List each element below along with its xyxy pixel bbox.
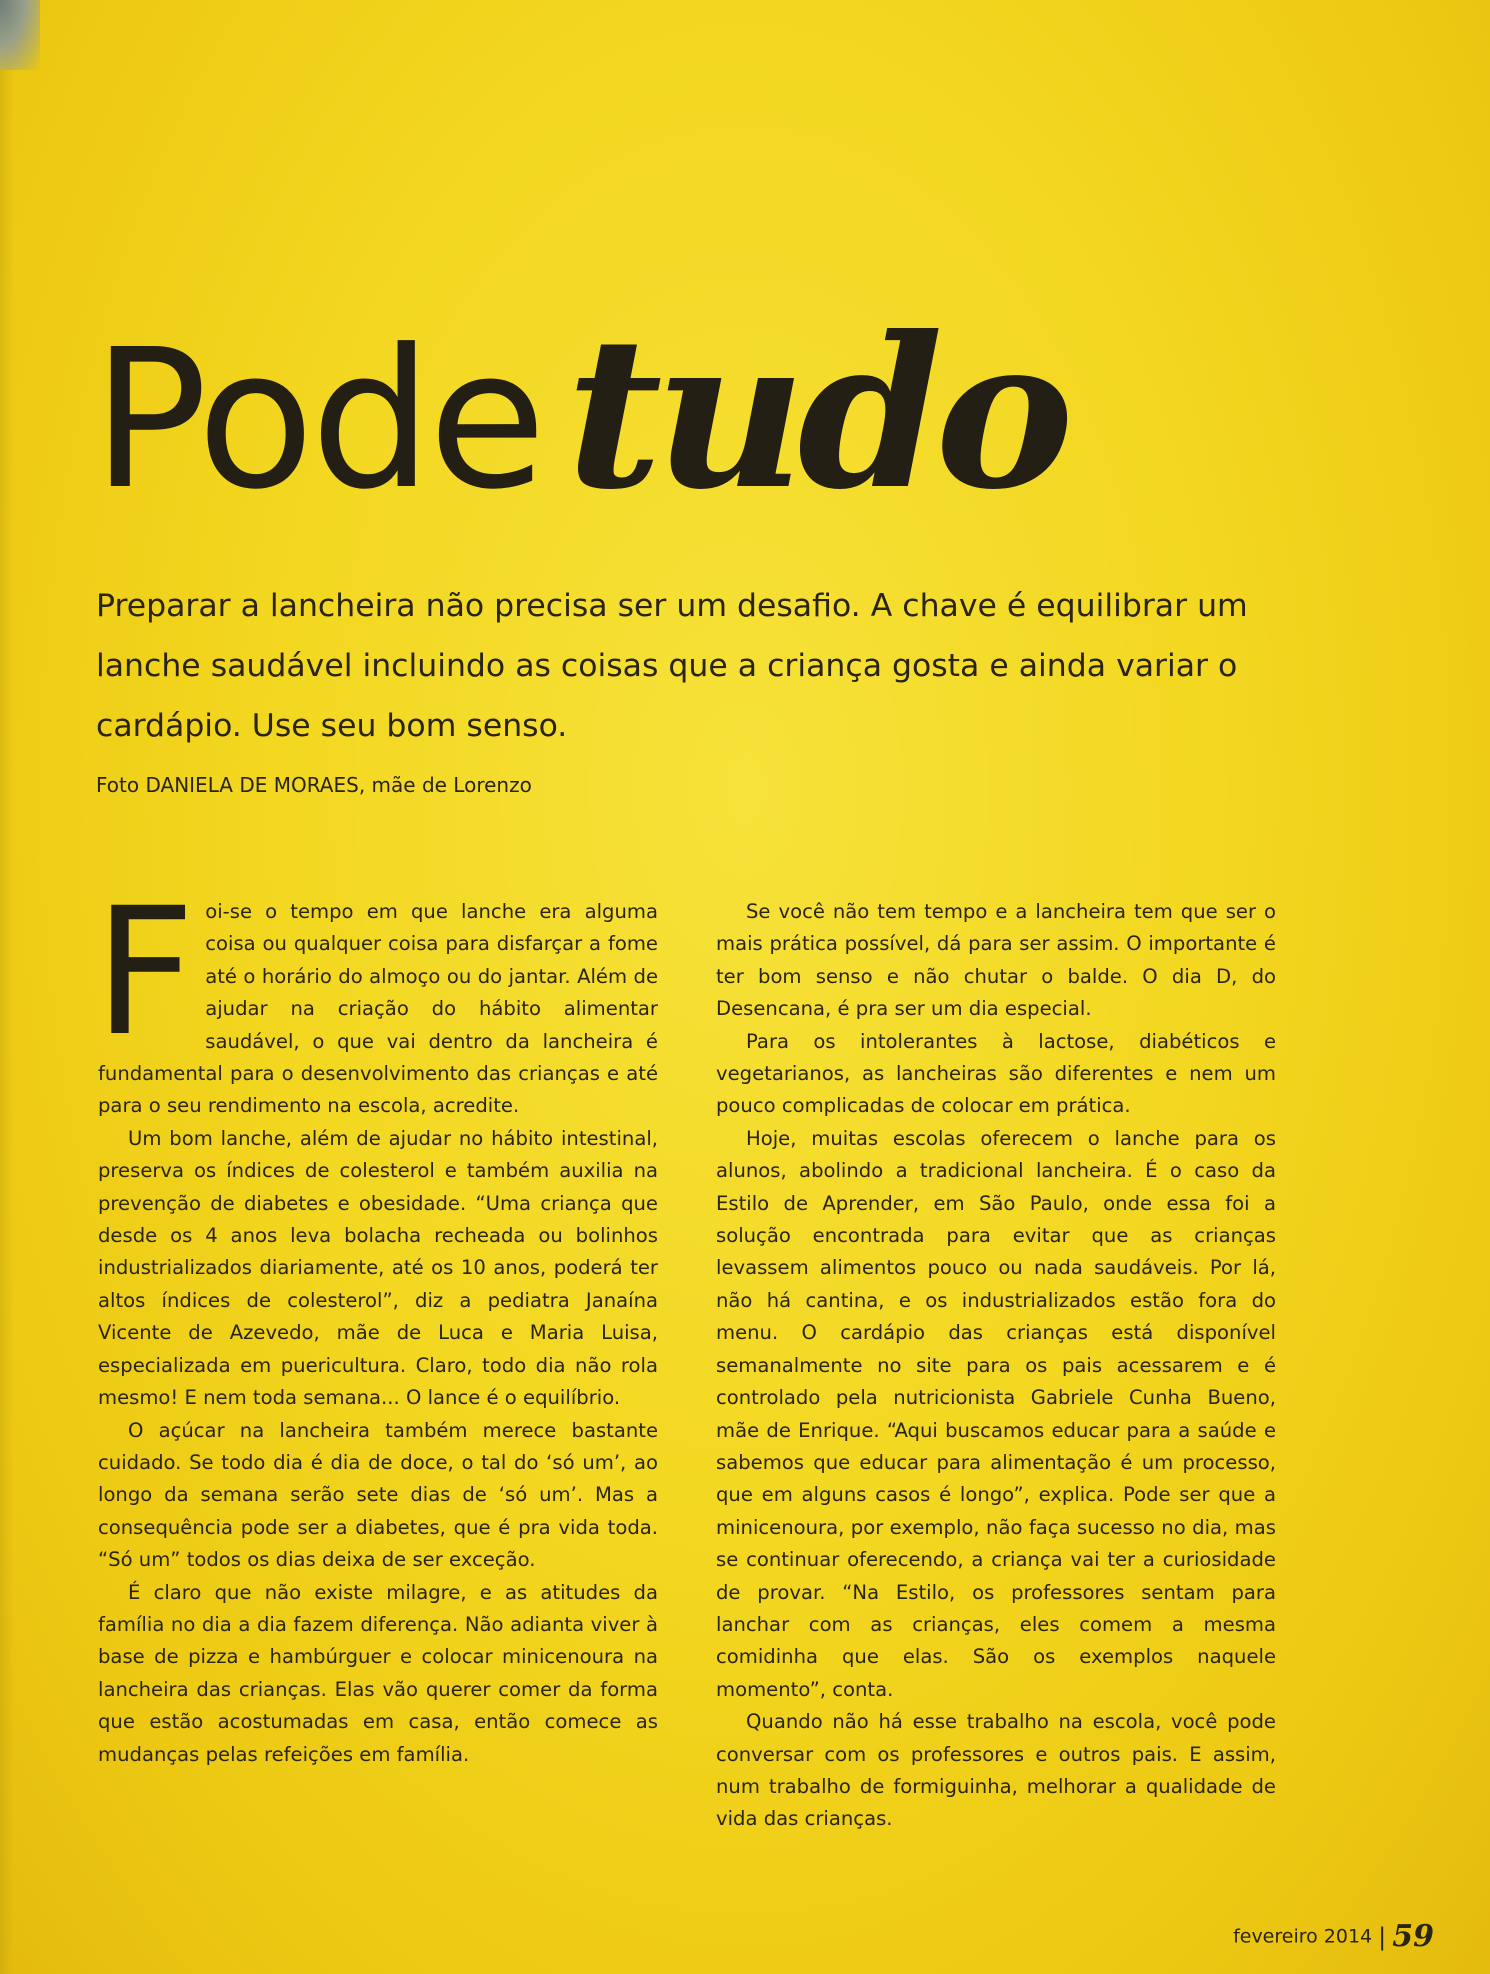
article-subtitle: Preparar a lancheira não precisa ser um desafio. A chave é equilibrar um lanche saudável incluindo as coisas que a criança gosta e ainda variar o cardápio. Use seu bom senso. bbox=[96, 588, 1248, 744]
paragraph-text: oi-se o tempo em que lanche era alguma coisa ou qualquer coisa para disfarçar a fome até o horário do almoço ou do jantar. Além de ajudar na criação do hábito alimentar saudável, o que vai dentro da lancheira é fundamental para o desenvolvimento das crianças e até para o seu rendimento na escola, acredite. bbox=[98, 900, 658, 1118]
photo-credit: Foto DANIELA DE MORAES, mãe de Lorenzo bbox=[96, 773, 532, 797]
article-paragraph: Se você não tem tempo e a lancheira tem que ser o mais prática possível, dá para ser assim. O importante é ter bom senso e não chutar o balde. O dia D, do Desencana, é pra ser um dia especial. bbox=[716, 900, 1276, 1021]
article-paragraph: Para os intolerantes à lactose, diabéticos e vegetarianos, as lancheiras são diferentes e nem um pouco complicadas de colocar em prática. bbox=[716, 1029, 1276, 1118]
page-spine-edge bbox=[0, 70, 14, 1974]
page-footer bbox=[1233, 1919, 1434, 1954]
article-paragraph: Quando não há esse trabalho na escola, você pode conversar com os professores e outros pais. E assim, num trabalho de formiguinha, melhorar a qualidade de vida das crianças. bbox=[716, 1710, 1276, 1831]
title-word-tudo: tudo bbox=[566, 292, 1066, 536]
page-corner-shadow bbox=[0, 0, 40, 70]
page-number: 59 bbox=[1392, 1919, 1434, 1954]
article-paragraph: Um bom lanche, além de ajudar no hábito intestinal, preserva os índices de colesterol e também auxilia na prevenção de diabetes e obesidade. “Uma criança que desde os 4 anos leva bolacha recheada ou bolinhos industrializados diariamente, até os 10 anos, poderá ter altos índices de colesterol”, diz a pediatra Janaína Vicente de Azevedo, mãe de Luca e Maria Luisa, especializada em puericultura. Claro, todo dia não rola mesmo! E nem toda semana... O lance é o equilíbrio. bbox=[98, 1126, 658, 1410]
drop-cap: F bbox=[94, 870, 196, 1075]
article-paragraph: Hoje, muitas escolas oferecem o lanche para os alunos, abolindo a tradicional lancheira. É o caso da Estilo de Aprender, em São Paulo, onde essa foi a solução encontrada para evitar que as crianças levassem alimentos pouco ou nada saudáveis. Por lá, não há cantina, e os industrializados estão fora do menu. O cardápio das crianças está disponível semanalmente no site para os pais acessarem e é controlado pela nutricionista Gabriele Cunha Bueno, mãe de Enrique. “Aqui buscamos educar para a saúde e sabemos que educar para alimentação é um processo, que em alguns casos é longo”, explica. Pode ser que a minicenoura, por exemplo, não faça sucesso no dia, mas se continuar oferecendo, a criança vai ter a curiosidade de provar. “Na Estilo, os professores sentam para lanchar com as crianças, eles comem a mesma comidinha que elas. São os exemplos naquele momento”, conta. bbox=[716, 1126, 1276, 1701]
footer-separator: | bbox=[1378, 1922, 1387, 1951]
article-paragraph: É claro que não existe milagre, e as atitudes da família no dia a dia fazem diferença. Não adianta viver à base de pizza e hambúrguer e colocar minicenoura na lancheira das crianças. Elas vão querer comer da forma que estão acostumadas em casa, então comece as mudanças pelas refeições em família. bbox=[98, 1580, 658, 1766]
title-word-pode: Pode bbox=[92, 309, 543, 532]
article-column-right bbox=[716, 896, 1276, 1836]
issue-date: fevereiro 2014 bbox=[1233, 1925, 1373, 1948]
article-column-left bbox=[94, 870, 658, 1771]
article-title bbox=[92, 292, 1392, 542]
article-paragraph bbox=[94, 870, 658, 1123]
article-paragraph: O açúcar na lancheira também merece bastante cuidado. Se todo dia é dia de doce, o tal do ‘só um’, ao longo da semana serão sete dias de ‘só um’. Mas a consequência pode ser a diabetes, que é pra vida toda. “Só um” todos os dias deixa de ser exceção. bbox=[98, 1418, 658, 1572]
